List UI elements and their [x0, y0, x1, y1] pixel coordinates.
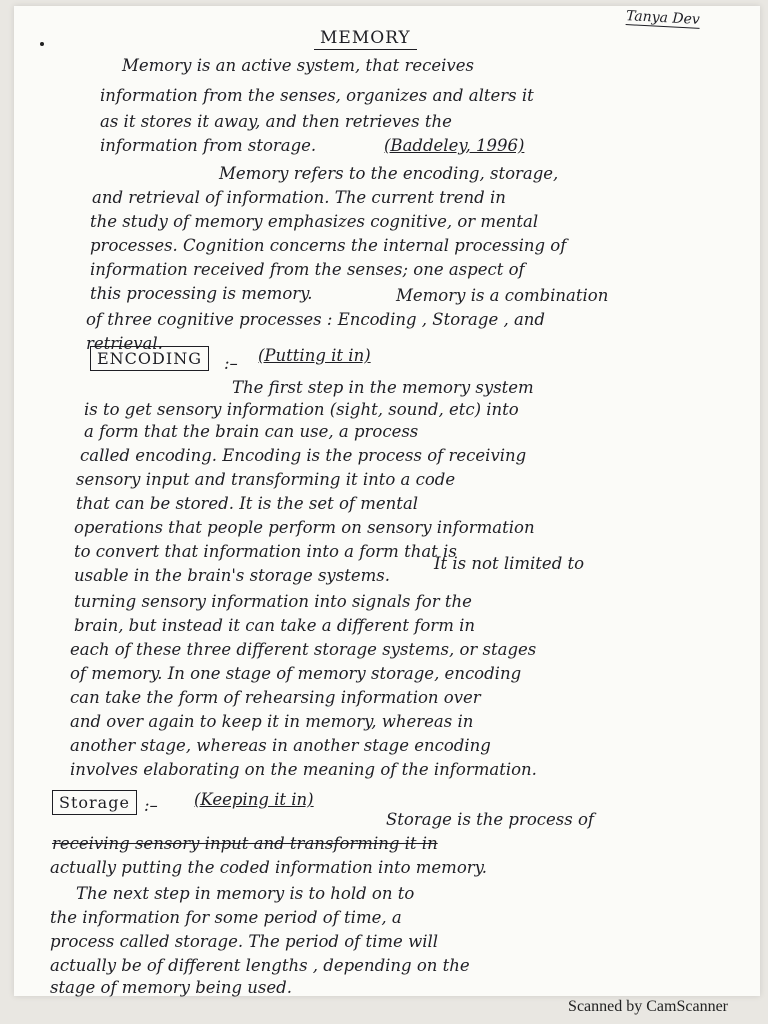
intro-line-2: information from the senses, organizes and alters it	[100, 86, 534, 105]
storage-line-3: actually putting the coded information into memory.	[50, 858, 488, 877]
intro-line-1: Memory is an active system, that receives	[122, 56, 474, 75]
storage-line-7: actually be of different lengths , depending on the	[50, 956, 470, 975]
encoding-line-11: turning sensory information into signals for the	[74, 592, 472, 611]
para2-line-1: Memory refers to the encoding, storage,	[219, 164, 559, 183]
scanner-watermark: Scanned by CamScanner	[568, 998, 728, 1015]
encoding-line-6: that can be stored. It is the set of mental	[76, 494, 419, 513]
para3-line-2: of three cognitive processes : Encoding , Storage , and	[86, 310, 545, 329]
encoding-line-9: usable in the brain's storage systems.	[74, 566, 390, 585]
ink-dot	[40, 42, 44, 46]
scanned-page	[14, 6, 760, 996]
para2-line-6: this processing is memory.	[90, 284, 313, 303]
storage-line-6: process called storage. The period of time will	[50, 932, 439, 951]
citation: (Baddeley, 1996)	[384, 136, 525, 155]
encoding-line-8: to convert that information into a form that is	[74, 542, 457, 561]
storage-line-2-struck: receiving sensory input and transforming it in	[52, 834, 438, 853]
storage-dash: :–	[144, 796, 158, 815]
encoding-line-17: another stage, whereas in another stage encoding	[70, 736, 491, 755]
para2-line-4: processes. Cognition concerns the internal processing of	[90, 236, 567, 255]
storage-line-1: Storage is the process of	[386, 810, 595, 829]
encoding-dash: :–	[224, 354, 238, 373]
storage-line-4: The next step in memory is to hold on to	[76, 884, 415, 903]
intro-line-3: as it stores it away, and then retrieves the	[100, 112, 452, 131]
intro-line-4: information from storage.	[100, 136, 317, 155]
storage-line-5: the information for some period of time, a	[50, 908, 402, 927]
encoding-line-16: and over again to keep it in memory, whereas in	[70, 712, 474, 731]
storage-heading: Storage	[52, 790, 137, 815]
encoding-line-10: It is not limited to	[434, 554, 585, 573]
encoding-line-12: brain, but instead it can take a different form in	[74, 616, 475, 635]
encoding-line-3: a form that the brain can use, a process	[84, 422, 419, 441]
para2-line-3: the study of memory emphasizes cognitive, or mental	[90, 212, 539, 231]
encoding-line-4: called encoding. Encoding is the process of receiving	[80, 446, 527, 465]
para2-line-5: information received from the senses; one aspect of	[90, 260, 525, 279]
encoding-line-5: sensory input and transforming it into a code	[76, 470, 456, 489]
signature: Tanya Dev	[625, 8, 701, 28]
encoding-line-15: can take the form of rehearsing information over	[70, 688, 481, 707]
encoding-subtitle: (Putting it in)	[258, 346, 371, 365]
encoding-line-7: operations that people perform on sensory information	[74, 518, 535, 537]
encoding-heading: ENCODING	[90, 346, 209, 371]
encoding-line-14: of memory. In one stage of memory storage, encoding	[70, 664, 522, 683]
encoding-line-1: The first step in the memory system	[232, 378, 534, 397]
encoding-line-13: each of these three different storage systems, or stages	[70, 640, 537, 659]
para2-line-2: and retrieval of information. The current trend in	[92, 188, 506, 207]
para3-line-3: retrieval.	[86, 334, 163, 353]
storage-subtitle: (Keeping it in)	[194, 790, 314, 809]
page-title: MEMORY	[314, 28, 417, 50]
storage-line-8: stage of memory being used.	[50, 978, 292, 997]
encoding-line-18: involves elaborating on the meaning of the information.	[70, 760, 537, 779]
para3-line-1: Memory is a combination	[396, 286, 609, 305]
encoding-line-2: is to get sensory information (sight, sound, etc) into	[84, 400, 519, 419]
